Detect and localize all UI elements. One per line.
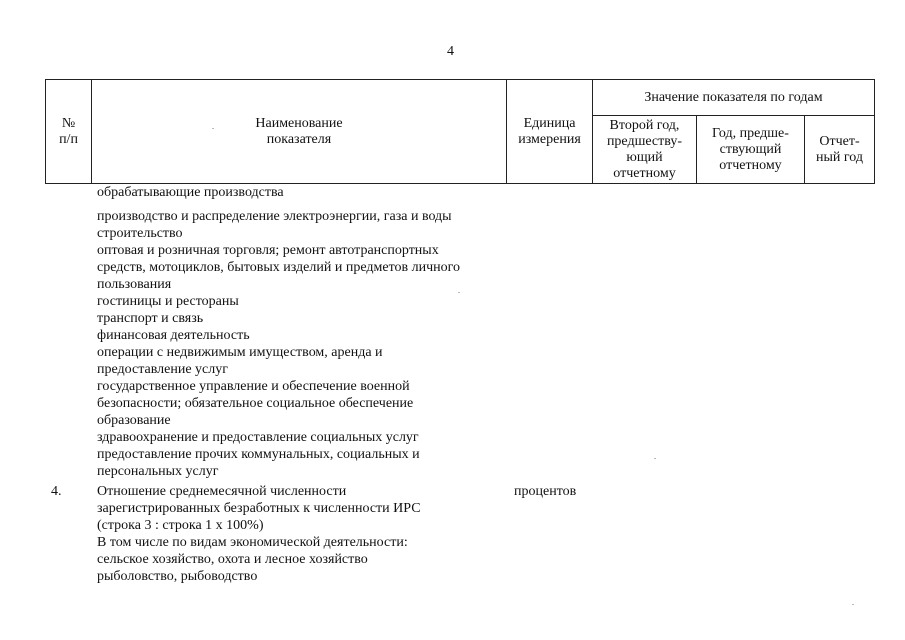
row-label: сельское хозяйство, охота и лесное хозяйство bbox=[97, 552, 368, 567]
row-label: предоставление прочих коммунальных, социальных и персональных услуг bbox=[97, 447, 420, 479]
scan-speck bbox=[458, 292, 460, 293]
header-year-prev: Год, предше- ствующий отчетному bbox=[712, 125, 789, 173]
header-year-report: Отчет- ный год bbox=[815, 133, 863, 165]
row-label: здравоохранение и предоставление социальных услуг bbox=[97, 430, 419, 445]
scan-speck bbox=[852, 604, 854, 605]
row-label: оптовая и розничная торговля; ремонт автотранспортных средств, мотоциклов, бытовых изделий и предметов личного пользования bbox=[97, 243, 461, 292]
row-label: Отношение среднемесячной численности зарегистрированных безработных к численности ИРС (строка 3 : строка 1 х 100%) bbox=[97, 484, 421, 533]
header-col-name: Наименование показателя bbox=[255, 115, 343, 147]
header-years-group: Значение показателя по годам bbox=[644, 89, 823, 105]
row-unit: процентов bbox=[514, 484, 577, 499]
row-label: образование bbox=[97, 413, 171, 428]
row-label: гостиницы и рестораны bbox=[97, 294, 239, 309]
header-col-unit: Единица измерения bbox=[518, 115, 581, 147]
row-label: производство и распределение электроэнергии, газа и воды bbox=[97, 209, 452, 224]
row-label: транспорт и связь bbox=[97, 311, 204, 326]
row-label: рыболовство, рыбоводство bbox=[97, 569, 258, 584]
scan-speck bbox=[654, 458, 656, 459]
row-label: финансовая деятельность bbox=[97, 328, 250, 343]
row-number: 4. bbox=[51, 484, 62, 499]
scan-speck bbox=[212, 128, 214, 129]
header-year-second-prev: Второй год, предшеству- ющий отчетному bbox=[606, 117, 683, 181]
header-col-number: № п/п bbox=[59, 115, 78, 147]
page-number: 4 bbox=[447, 44, 454, 59]
row-label: В том числе по видам экономической деятельности: bbox=[97, 535, 408, 550]
row-label: обрабатывающие производства bbox=[97, 185, 284, 200]
row-label: государственное управление и обеспечение военной безопасности; обязательное социальное обеспечение bbox=[97, 379, 414, 411]
row-label: строительство bbox=[97, 226, 183, 241]
table-header bbox=[45, 79, 875, 184]
row-label: операции с недвижимым имуществом, аренда и предоставление услуг bbox=[97, 345, 383, 377]
